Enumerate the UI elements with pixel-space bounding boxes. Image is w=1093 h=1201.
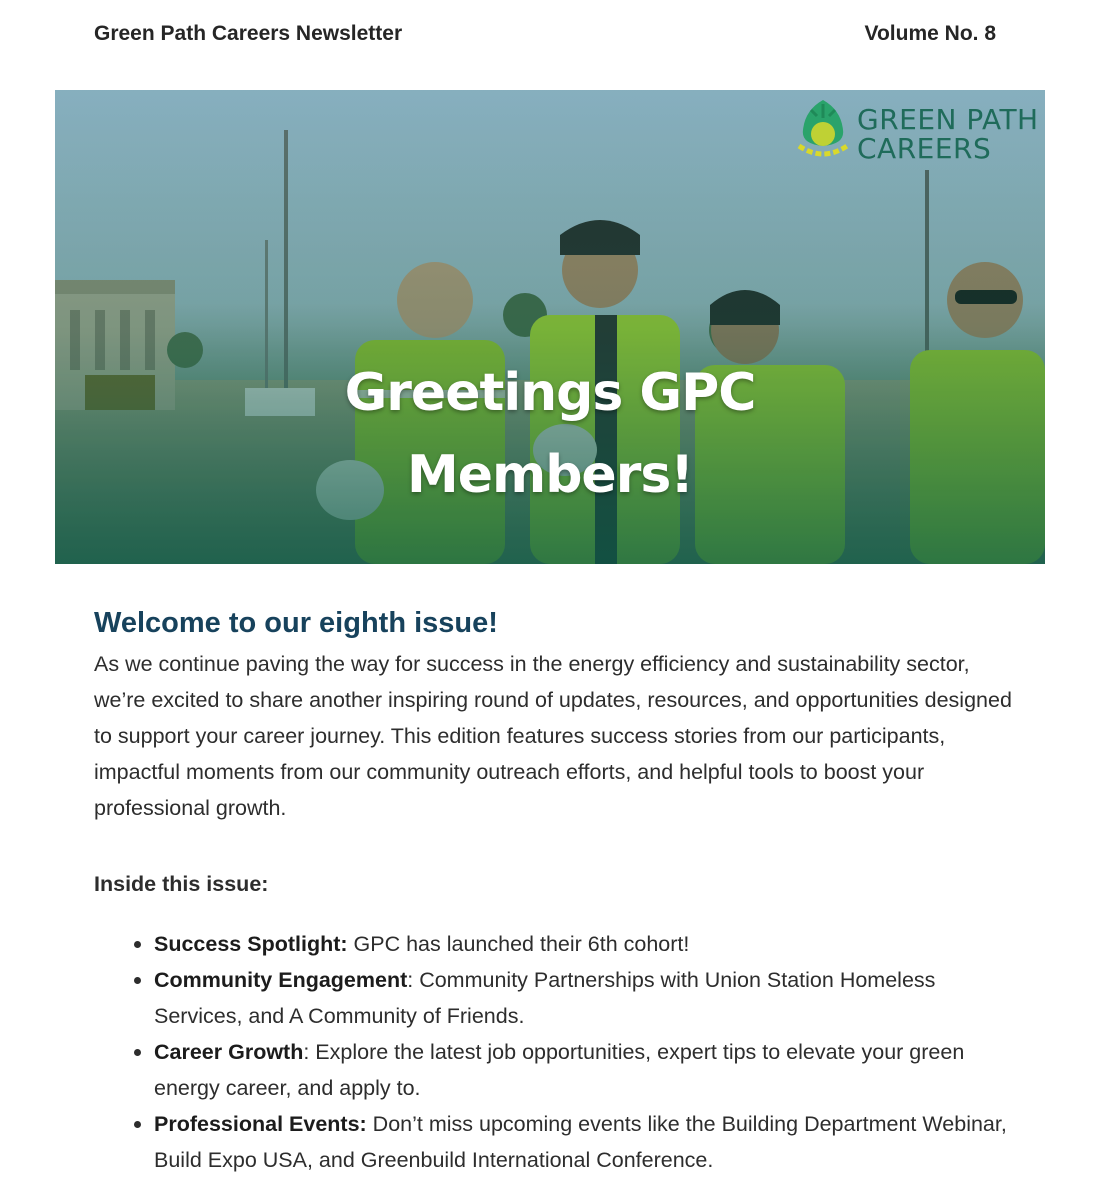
list-item-text: Don’t miss upcoming events like the Building Department Webinar, Build Expo USA, and Greenbuild International Conference. (154, 1112, 1007, 1172)
list-item (154, 1106, 1014, 1178)
gpc-logo (793, 96, 1043, 166)
bullet-icon (134, 1049, 141, 1056)
list-item (154, 962, 1014, 1034)
logo-line-2: CAREERS (857, 132, 992, 165)
hero-headline (55, 352, 1045, 516)
issue-list (94, 926, 1014, 1178)
bullet-icon (134, 1121, 141, 1128)
welcome-paragraph: As we continue paving the way for success in the energy efficiency and sustainability sector, we’re excited to share another inspiring round of updates, resources, and opportunities designed to support your career journey. This edition features success stories from our participants, impactful moments from our community outreach efforts, and helpful tools to boost your professional growth. (94, 652, 1012, 820)
list-item-text: GPC has launched their 6th cohort! (347, 932, 690, 956)
list-item-title: Community Engagement (154, 968, 408, 992)
list-item-title: Career Growth (154, 1040, 304, 1064)
list-item-title: Professional Events: (154, 1112, 367, 1136)
bullet-icon (134, 941, 141, 948)
gpc-logo-icon (793, 96, 853, 164)
list-item-text: : Explore the latest job opportunities, expert tips to elevate your green energy career, and apply to. (154, 1040, 965, 1100)
list-item (154, 926, 1014, 962)
list-item-title: Success Spotlight: (154, 932, 348, 956)
hero-headline-line-1: Greetings GPC (344, 363, 756, 423)
gpc-logo-wordmark (857, 105, 1039, 163)
welcome-heading: Welcome to our eighth issue! (94, 607, 498, 639)
hero-banner (55, 90, 1045, 564)
newsletter-body (94, 604, 1014, 1178)
newsletter-title: Green Path Careers Newsletter (94, 22, 403, 45)
list-item (154, 1034, 1014, 1106)
inside-issue-heading: Inside this issue: (94, 872, 269, 896)
logo-line-1: GREEN PATH (857, 103, 1039, 136)
volume-number: Volume No. 8 (864, 22, 996, 45)
hero-headline-line-2: Members! (407, 445, 693, 505)
bullet-icon (134, 977, 141, 984)
list-item-text: : Community Partnerships with Union Station Homeless Services, and A Community of Friends. (154, 968, 936, 1028)
newsletter-header (94, 18, 996, 50)
